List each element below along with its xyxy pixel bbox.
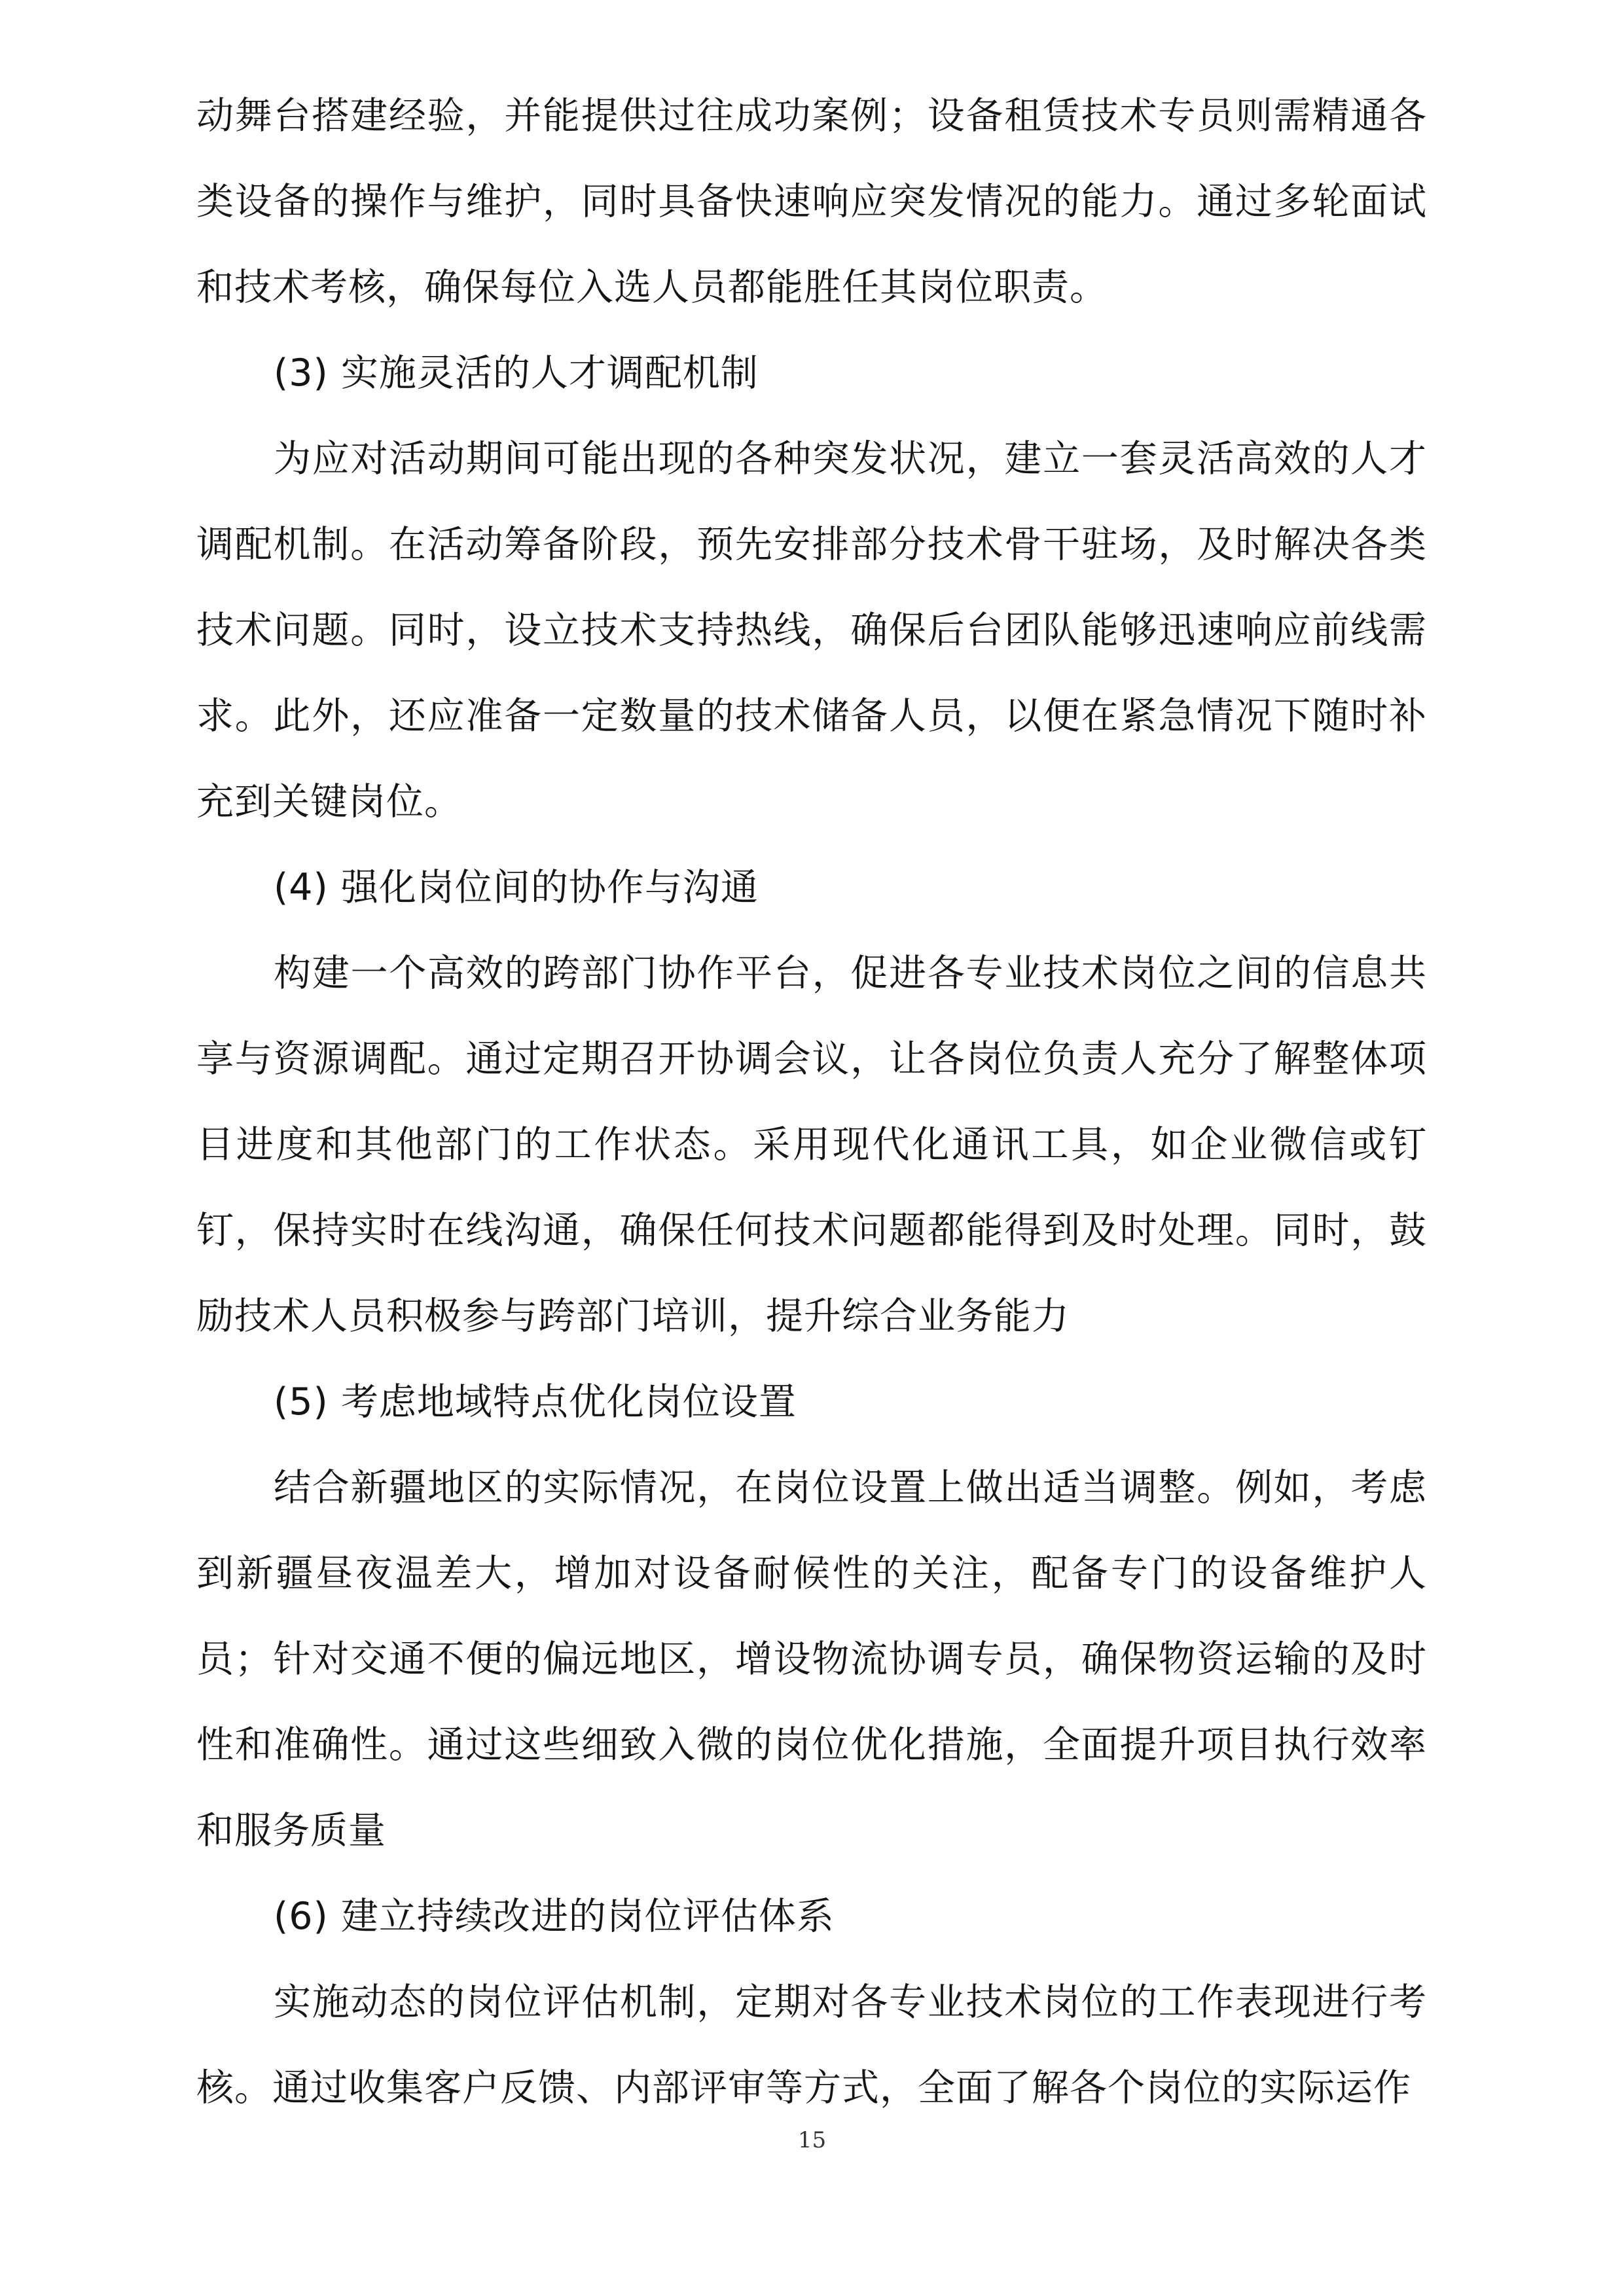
section-heading-6: (6) 建立持续改进的岗位评估体系 <box>274 1895 835 1938</box>
paragraph-evaluation-system: 实施动态的岗位评估机制，定期对各专业技术岗位的工作表现进行考核。通过收集客户反馈、内部评审等方式，全面了解各个岗位的实际运作 <box>196 1981 1427 2109</box>
section-heading-3: (3) 实施灵活的人才调配机制 <box>274 351 759 395</box>
paragraph-collaboration: 构建一个高效的跨部门协作平台，促进各专业技术岗位之间的信息共享与资源调配。通过定期召开协调会议，让各岗位负责人充分了解整体项目进度和其他部门的工作状态。采用现代化通讯工具，如企业微信或钉钉，保持实时在线沟通，确保任何技术问题都能得到及时处理。同时，鼓励技术人员积极参与跨部门培训，提升综合业务能力 <box>196 952 1427 1338</box>
page-number: 15 <box>797 2127 827 2153</box>
document-body <box>196 73 1427 2131</box>
paragraph-talent-allocation: 为应对活动期间可能出现的各种突发状况，建立一套灵活高效的人才调配机制。在活动筹备阶段，预先安排部分技术骨干驻场，及时解决各类技术问题。同时，设立技术支持热线，确保后台团队能够迅速响应前线需求。此外，还应准备一定数量的技术储备人员，以便在紧急情况下随时补充到关键岗位。 <box>196 437 1427 823</box>
paragraph-regional-optimization: 结合新疆地区的实际情况，在岗位设置上做出适当调整。例如，考虑到新疆昼夜温差大，增加对设备耐候性的关注，配备专门的设备维护人员；针对交通不便的偏远地区，增设物流协调专员，确保物资运输的及时性和准确性。通过这些细致入微的岗位优化措施，全面提升项目执行效率和服务质量 <box>196 1466 1427 1852</box>
section-heading-4: (4) 强化岗位间的协作与沟通 <box>274 866 759 909</box>
section-heading-5: (5) 考虑地域特点优化岗位设置 <box>274 1380 797 1424</box>
paragraph-continuation: 动舞台搭建经验，并能提供过往成功案例；设备租赁技术专员则需精通各类设备的操作与维护，同时具备快速响应突发情况的能力。通过多轮面试和技术考核，确保每位入选人员都能胜任其岗位职责。 <box>196 94 1427 309</box>
